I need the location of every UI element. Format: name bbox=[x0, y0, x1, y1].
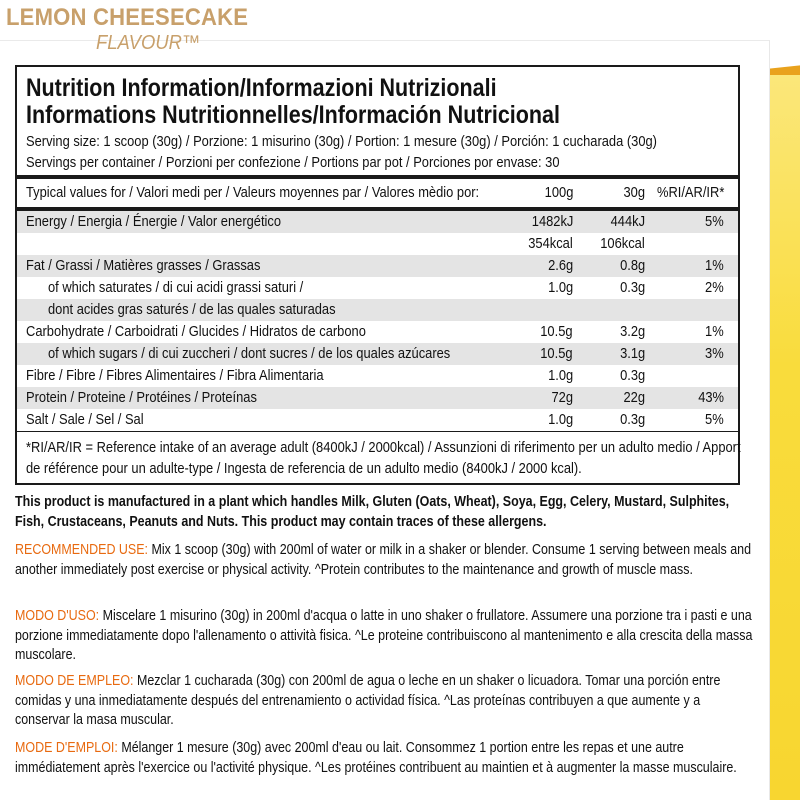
allergen-statement bbox=[15, 493, 755, 532]
row-label: Salt / Sale / Sel / Sal bbox=[26, 411, 144, 428]
usage-en bbox=[15, 541, 755, 580]
header-col-100g: 100g bbox=[544, 184, 573, 201]
row-value-30g: 0.8g bbox=[619, 257, 645, 274]
row-label: Carbohydrate / Carboidrati / Glucides / Hidratos de carbono bbox=[26, 323, 366, 340]
row-value-30g: 0.3g bbox=[619, 279, 645, 296]
row-value-ri: 5% bbox=[705, 411, 724, 428]
table-row bbox=[17, 343, 738, 365]
row-value-100g: 10.5g bbox=[540, 323, 573, 340]
header-label: Typical values for / Valori medi per / Valeurs moyennes par / Valores mèdio por: bbox=[26, 184, 480, 201]
row-label: Fat / Grassi / Matières grasses / Grassas bbox=[26, 257, 261, 274]
row-value-ri: 2% bbox=[705, 279, 724, 296]
usage-it-body: Miscelare 1 misurino (30g) in 200ml d'acqua o latte in uno shaker o frullatore. Assumere una porzione tra i pasti e una porzione immediatamente dopo l'allenamento o attività fisica. ^Le proteine contribuiscono al mantenimento e alla crescita della massa muscolare. bbox=[15, 608, 753, 663]
row-value-30g: 106kcal bbox=[600, 235, 645, 252]
row-value-30g: 3.1g bbox=[619, 345, 645, 362]
row-value-30g: 3.2g bbox=[619, 323, 645, 340]
table-row bbox=[17, 299, 738, 321]
usage-en-text bbox=[15, 541, 755, 580]
table-row bbox=[17, 365, 738, 387]
row-label: Protein / Proteine / Protéines / Proteínas bbox=[26, 389, 257, 406]
table-row bbox=[17, 321, 738, 343]
divider-thin bbox=[17, 431, 738, 432]
usage-it-text bbox=[15, 607, 755, 666]
row-value-30g: 444kJ bbox=[610, 213, 645, 230]
table-header-row bbox=[17, 182, 738, 204]
table-row bbox=[17, 233, 738, 255]
row-value-30g: 0.3g bbox=[619, 411, 645, 428]
row-value-100g: 10.5g bbox=[540, 345, 573, 362]
usage-it bbox=[15, 607, 755, 666]
table-row bbox=[17, 211, 738, 233]
row-value-100g: 1482kJ bbox=[531, 213, 573, 230]
usage-es bbox=[15, 672, 755, 731]
divider-thick bbox=[17, 175, 738, 179]
usage-fr-lead: MODE D'EMPLOI: bbox=[15, 740, 118, 756]
allergen-text: This product is manufactured in a plant which handles Milk, Gluten (Oats, Wheat), Soya, Egg, Celery, Mustard, Sulphites, Fish, Crustaceans, Peanuts and Nuts. This product may contain traces of these allergens. bbox=[15, 494, 730, 530]
table-row bbox=[17, 277, 738, 299]
table-row bbox=[17, 255, 738, 277]
row-label: of which saturates / di cui acidi grassi saturi / bbox=[48, 279, 304, 296]
usage-es-body: Mezclar 1 cucharada (30g) con 200ml de agua o leche en un shaker o licuadora. Tomar una porción entre comidas y una inmediatamente después del entrenamiento o actividad física. ^Las proteínas contribuyen a que aumente y a conservar la masa muscular. bbox=[15, 673, 721, 728]
row-value-100g: 72g bbox=[551, 389, 573, 406]
header-col-30g: 30g bbox=[623, 184, 645, 201]
row-label: Energy / Energia / Énergie / Valor energético bbox=[26, 213, 282, 230]
row-value-100g: 1.0g bbox=[547, 411, 573, 428]
row-value-ri: 3% bbox=[705, 345, 724, 362]
usage-en-body: Mix 1 scoop (30g) with 200ml of water or milk in a shaker or blender. Consume 1 serving between meals and another immediately post exercise or physical activity. ^Protein contributes to the maintenance and growth of muscle mass. bbox=[15, 542, 752, 578]
usage-fr bbox=[15, 739, 755, 778]
nutrition-heading-1: Nutrition Information/Informazioni Nutrizionali bbox=[26, 74, 497, 102]
row-value-100g: 2.6g bbox=[547, 257, 573, 274]
table-row bbox=[17, 387, 738, 409]
nutrition-table bbox=[15, 65, 740, 485]
serving-size: Serving size: 1 scoop (30g) / Porzione: 1 misurino (30g) / Portion: 1 mesure (30g) / Porción: 1 cucharada (30g) bbox=[26, 133, 657, 150]
row-value-ri: 1% bbox=[705, 323, 724, 340]
servings-per-container: Servings per container / Porzioni per confezione / Portions par pot / Porciones por envase: 30 bbox=[26, 154, 560, 171]
table-row bbox=[17, 409, 738, 431]
reference-intake-footnote bbox=[26, 437, 746, 479]
usage-fr-text bbox=[15, 739, 755, 778]
row-value-100g: 1.0g bbox=[547, 367, 573, 384]
row-value-30g: 0.3g bbox=[619, 367, 645, 384]
usage-it-lead: MODO D'USO: bbox=[15, 608, 100, 624]
row-value-ri: 5% bbox=[705, 213, 724, 230]
row-label: dont acides gras saturés / de las quales saturadas bbox=[48, 301, 336, 318]
usage-es-lead: MODO DE EMPLEO: bbox=[15, 673, 134, 689]
row-value-100g: 354kcal bbox=[528, 235, 573, 252]
background-yellow-stripe bbox=[770, 75, 800, 800]
footnote-text: *RI/AR/IR = Reference intake of an average adult (8400kJ / 2000kcal) / Assunzioni di riferimento per un adulto medio / Apport de référence pour un adulte-type / Ingesta de referencia de un adulto medio (8400kJ / 2000 kcal). bbox=[26, 439, 741, 477]
row-label: Fibre / Fibre / Fibres Alimentaires / Fibra Alimentaria bbox=[26, 367, 324, 384]
row-value-ri: 1% bbox=[705, 257, 724, 274]
row-value-ri: 43% bbox=[698, 389, 724, 406]
header-col-ri: %RI/AR/IR* bbox=[656, 184, 724, 201]
usage-en-lead: RECOMMENDED USE: bbox=[15, 542, 149, 558]
usage-es-text bbox=[15, 672, 755, 731]
flavour-title: LEMON CHEESECAKE bbox=[6, 4, 249, 31]
row-label: of which sugars / di cui zuccheri / dont sucres / de los quales azúcares bbox=[48, 345, 451, 362]
row-value-100g: 1.0g bbox=[547, 279, 573, 296]
flavour-subtitle: FLAVOUR™ bbox=[96, 32, 201, 54]
nutrition-heading-2: Informations Nutritionnelles/Información Nutricional bbox=[26, 101, 560, 129]
usage-fr-body: Mélanger 1 mesure (30g) avec 200ml d'eau ou lait. Consommez 1 portion entre les repas et une autre immédiatement après l'exercice ou l'activité physique. ^Les protéines contribuent au maintien et à augmenter la masse musculaire. bbox=[15, 740, 737, 776]
row-value-30g: 22g bbox=[623, 389, 645, 406]
